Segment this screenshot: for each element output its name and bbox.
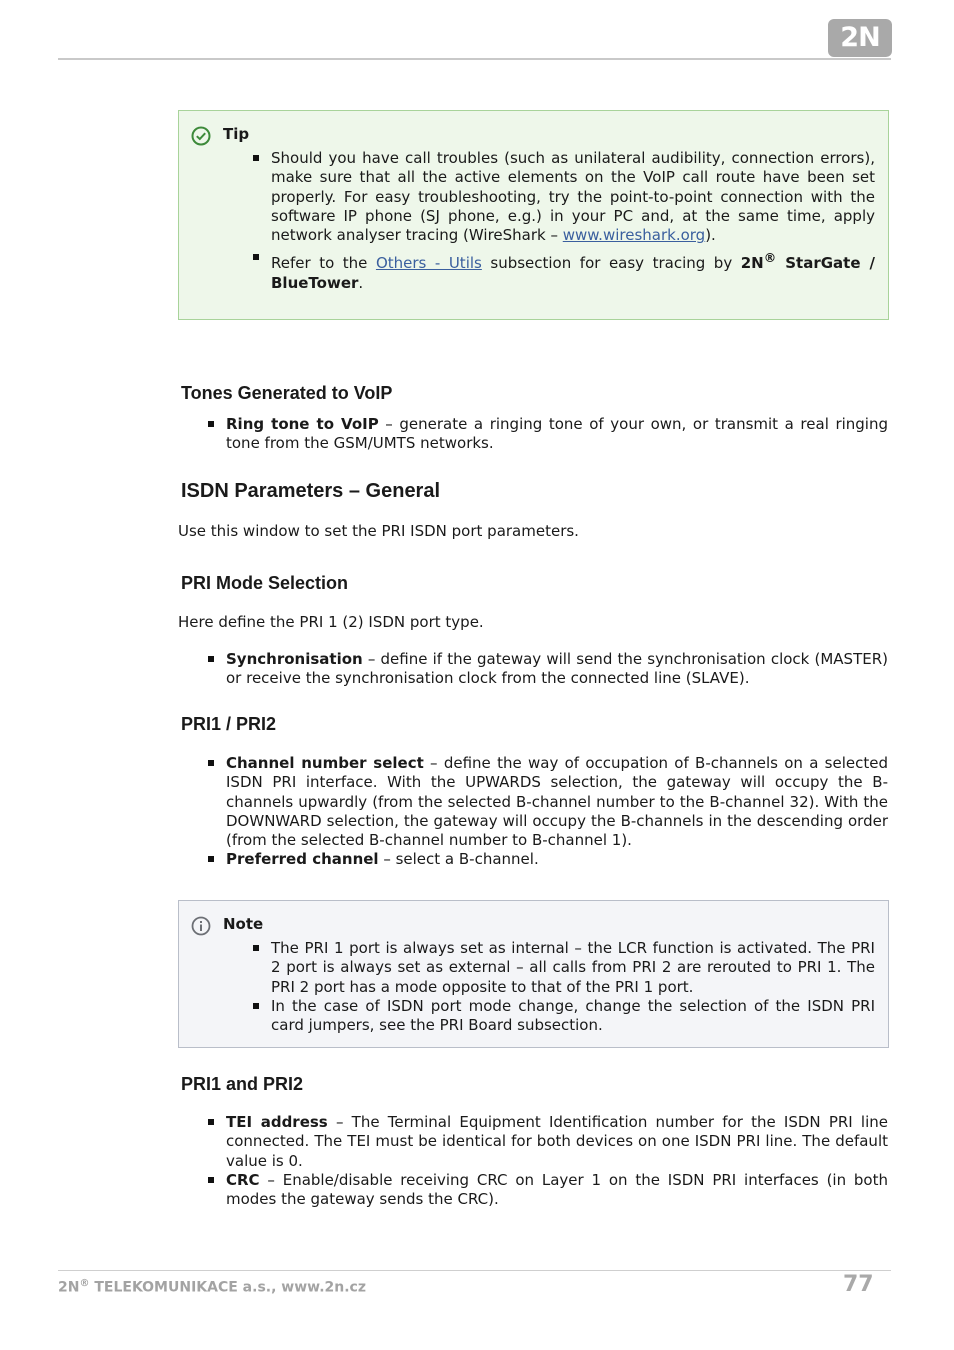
registered-mark: ® xyxy=(763,250,777,266)
tip-item-end: ). xyxy=(705,226,716,245)
item-text: – The Terminal Equipment Identification number for the ISDN PRI line connected. The TEI must be identical for both devices on one ISDN PRI line. The default value is 0. xyxy=(226,1113,888,1170)
check-circle-icon xyxy=(191,126,211,146)
item-text: – Enable/disable receiving CRC on Layer 1 on the ISDN PRI interfaces (in both modes the gateway sends the CRC). xyxy=(226,1170,888,1209)
registered-mark: ® xyxy=(79,1278,90,1289)
item-term: Channel number select xyxy=(226,754,424,772)
pri12-list xyxy=(226,754,888,870)
brand-name: 2N xyxy=(740,254,764,273)
tones-list xyxy=(226,415,888,454)
tip-item-text: Should you have call troubles (such as unilateral audibility, connection errors), make sure that all the active elements on the VoIP call route have been set properly. For easy troubleshooting, try the point-to-point connection with the software IP phone (SJ phone, e.g.) in your PC and, at the same time, apply network analyser tracing (WireShark – xyxy=(271,149,875,245)
tip-item xyxy=(271,248,875,293)
page-number: 77 xyxy=(843,1272,874,1297)
tip-item-text: subsection for easy tracing by xyxy=(481,254,741,273)
item-text: – select a B-channel. xyxy=(378,850,539,869)
footer-company-text: TELEKOMUNIKACE a.s., www.2n.cz xyxy=(89,1279,366,1296)
tip-item-text: Refer to the xyxy=(271,254,376,273)
section-heading-tones: Tones Generated to VoIP xyxy=(181,383,393,403)
item-text: – define if the gateway will send the synchronisation clock (MASTER) or receive the synchronisation clock from the connected line (SLAVE). xyxy=(226,650,888,688)
tip-list xyxy=(271,149,875,293)
note-box xyxy=(178,900,889,1048)
list-item xyxy=(226,650,888,689)
item-term: Ring tone to VoIP xyxy=(226,415,379,433)
item-term: CRC xyxy=(226,1170,260,1189)
footer-brand: 2N xyxy=(58,1279,80,1296)
section-heading-pri12: PRI1 / PRI2 xyxy=(181,714,277,734)
list-item xyxy=(226,754,888,850)
pri-mode-list xyxy=(226,650,888,689)
item-term: Synchronisation xyxy=(226,650,363,668)
wireshark-link[interactable]: www.wireshark.org xyxy=(562,226,706,245)
pri-mode-intro: Here define the PRI 1 (2) ISDN port type. xyxy=(178,613,484,631)
tip-item xyxy=(271,149,875,245)
info-circle-icon xyxy=(191,916,211,936)
note-item: The PRI 1 port is always set as internal – the LCR function is activated. The PRI 2 port is always set as external – all calls from PRI 2 are rerouted to PRI 1. The PRI 2 port has a mode opposite to that of the PRI 1 port. xyxy=(271,939,875,996)
list-item xyxy=(226,1113,888,1171)
logo: 2N xyxy=(828,19,892,57)
note-item: In the case of ISDN port mode change, change the selection of the ISDN PRI card jumpers, see the PRI Board subsection. xyxy=(271,996,875,1035)
tip-item-end: . xyxy=(358,273,364,292)
item-text: – define the way of occupation of B-channels on a selected ISDN PRI interface. With the UPWARDS selection, the gateway will occupy the B-channels upwardly (from the selected B-channel number to the B-channel 32). With the DOWNWARD selection, the gateway will occupy the B-channels in the descending order (from the selected B-channel number to B-channel 1). xyxy=(226,754,889,850)
pri-and-list xyxy=(226,1113,888,1209)
section-heading-isdn: ISDN Parameters – General xyxy=(181,480,441,502)
footer-divider xyxy=(58,1270,891,1271)
isdn-intro: Use this window to set the PRI ISDN port parameters. xyxy=(178,522,579,540)
list-item xyxy=(226,850,888,869)
item-text: – generate a ringing tone of your own, or transmit a real ringing tone from the GSM/UMTS networks. xyxy=(226,415,889,453)
tip-box xyxy=(178,110,889,320)
item-term: TEI address xyxy=(226,1113,328,1131)
header-divider xyxy=(58,58,891,60)
note-list xyxy=(271,939,875,1035)
list-item xyxy=(226,415,888,454)
list-item xyxy=(226,1171,888,1210)
note-title: Note xyxy=(223,915,264,933)
footer-company xyxy=(58,1278,366,1296)
product-name: StarGate / BlueTower xyxy=(271,254,875,292)
tip-title: Tip xyxy=(223,125,250,143)
section-heading-pri-and: PRI1 and PRI2 xyxy=(181,1074,304,1094)
others-utils-link[interactable]: Others - Utils xyxy=(375,254,482,273)
section-heading-pri-mode: PRI Mode Selection xyxy=(181,573,349,593)
item-term: Preferred channel xyxy=(226,850,379,869)
